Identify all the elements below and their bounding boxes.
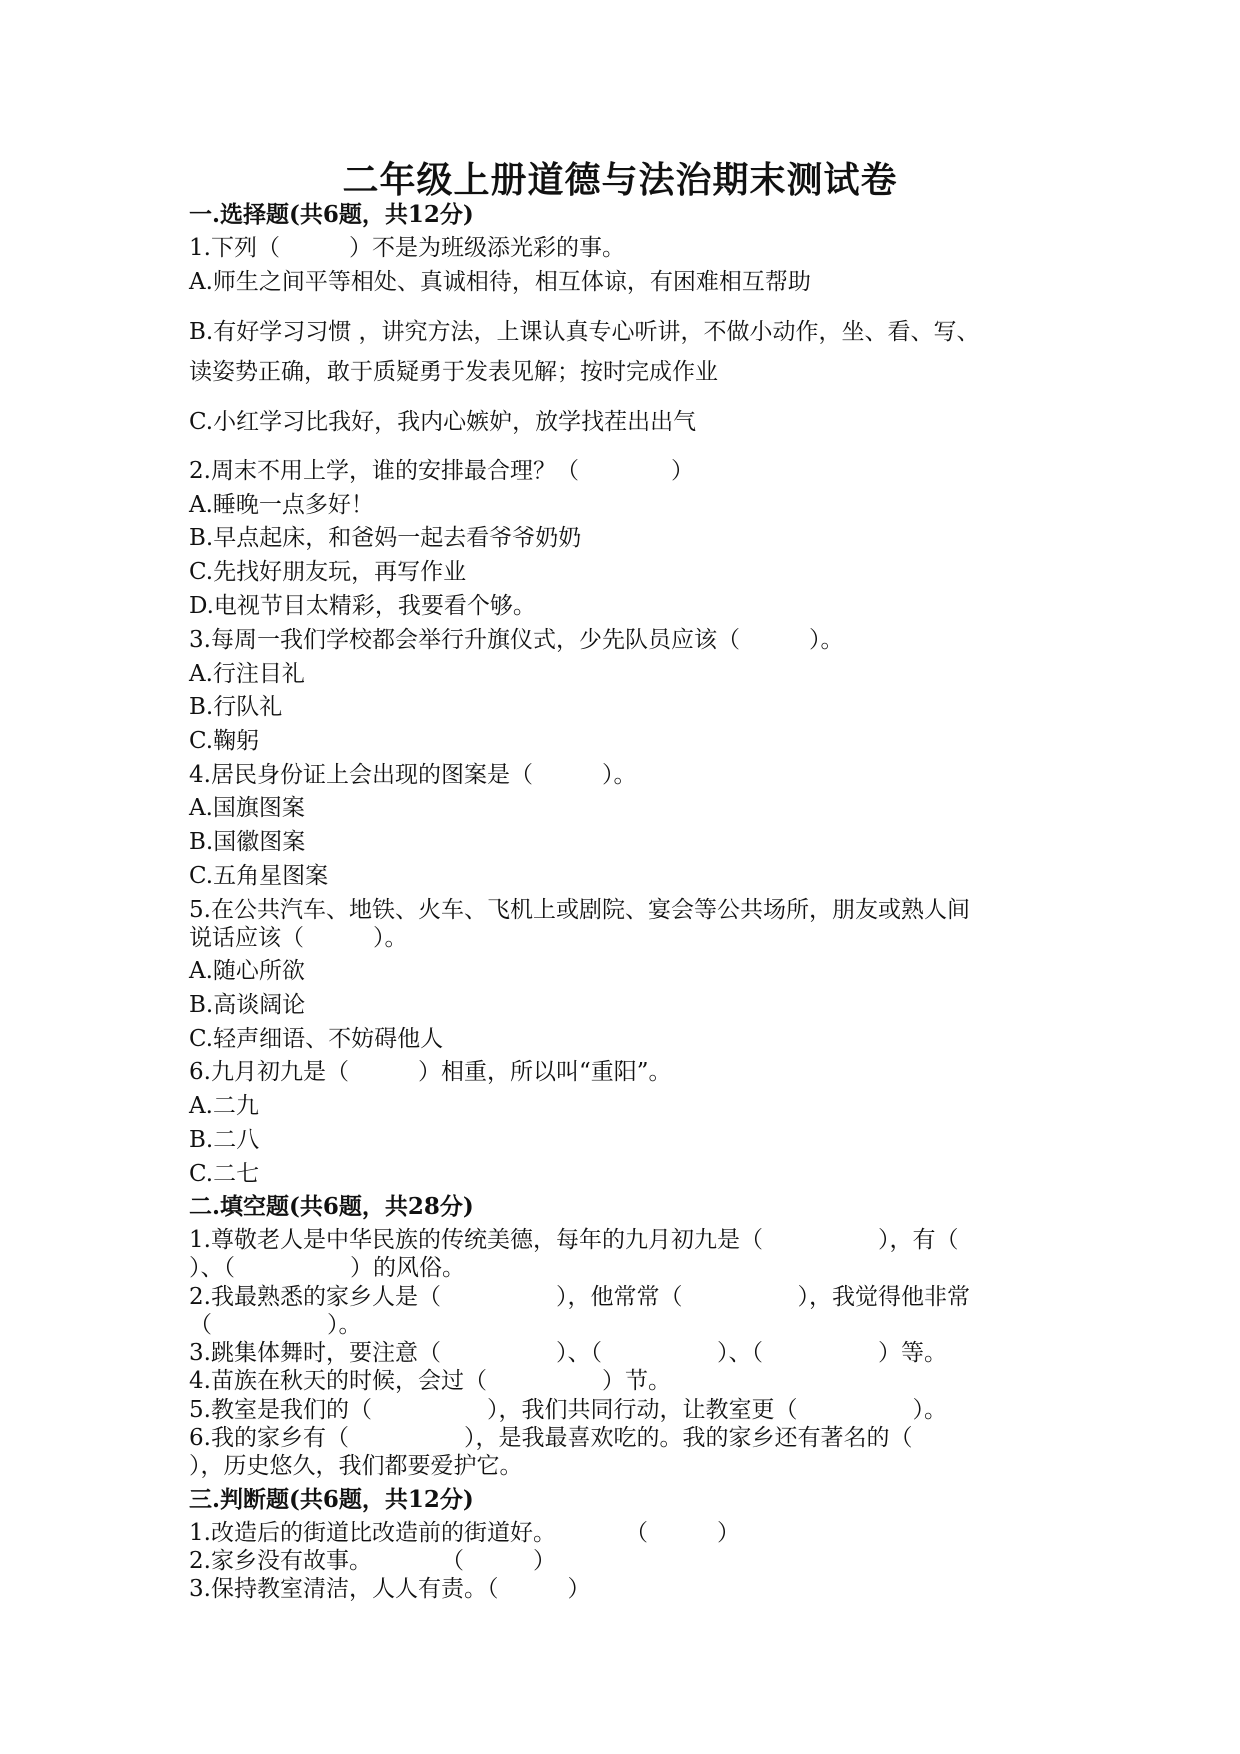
- question-stem: 4.居民身份证上会出现的图案是（ ）。: [189, 762, 637, 788]
- judge-question: 1.改造后的街道比改造前的街道好。 （ ）: [189, 1520, 740, 1546]
- option-a: A.睡晚一点多好！: [189, 492, 374, 518]
- fill-question-continued: ）、（ ）的风俗。: [189, 1255, 465, 1281]
- fill-question: 6.我的家乡有（ ），是我最喜欢吃的。我的家乡还有著名的（: [189, 1425, 913, 1451]
- fill-question-continued: ），历史悠久，我们都要爱护它。: [189, 1453, 523, 1479]
- fill-question: 4.苗族在秋天的时候，会过（ ）节。: [189, 1368, 671, 1394]
- fill-question-continued: （ ）。: [189, 1312, 362, 1338]
- question-stem: 3.每周一我们学校都会举行升旗仪式，少先队员应该（ ）。: [189, 627, 844, 653]
- option-b: B.早点起床，和爸妈一起去看爷爷奶奶: [189, 525, 582, 551]
- question-stem: 2.周末不用上学，谁的安排最合理？（ ）: [189, 458, 694, 484]
- option-b: B.行队礼: [189, 694, 283, 720]
- section-heading-fill-blank: 二.填空题(共6题，共28分): [189, 1193, 474, 1220]
- option-c: C.轻声细语、不妨碍他人: [189, 1026, 444, 1052]
- option-c: C.鞠躬: [189, 728, 260, 754]
- section-heading-true-false: 三.判断题(共6题，共12分): [189, 1486, 474, 1513]
- fill-question: 1.尊敬老人是中华民族的传统美德，每年的九月初九是（ ），有（: [189, 1227, 959, 1253]
- option-a: A.国旗图案: [189, 795, 305, 821]
- fill-question: 2.我最熟悉的家乡人是（ ），他常常（ ），我觉得他非常: [189, 1284, 970, 1310]
- option-c: C.先找好朋友玩，再写作业: [189, 559, 467, 585]
- option-d: D.电视节目太精彩，我要看个够。: [189, 593, 536, 619]
- option-b: B.二八: [189, 1127, 260, 1153]
- section-heading-choice: 一.选择题(共6题，共12分): [189, 201, 474, 228]
- option-b-continued: 读姿势正确，敢于质疑勇于发表见解；按时完成作业: [189, 359, 718, 385]
- option-b: B.国徽图案: [189, 829, 306, 855]
- question-stem: 5.在公共汽车、地铁、火车、飞机上或剧院、宴会等公共场所，朋友或熟人间: [189, 897, 970, 923]
- question-stem: 6.九月初九是（ ）相重，所以叫“重阳”。: [189, 1059, 672, 1085]
- fill-question: 5.教室是我们的（ ），我们共同行动，让教室更（ ）。: [189, 1397, 947, 1423]
- option-c: C.二七: [189, 1161, 260, 1187]
- option-c: C.五角星图案: [189, 863, 329, 889]
- fill-question: 3.跳集体舞时，要注意（ ）、（ ）、（ ）等。: [189, 1340, 947, 1366]
- judge-question: 2.家乡没有故事。 （ ）: [189, 1548, 556, 1574]
- option-a: A.随心所欲: [189, 958, 305, 984]
- judge-question: 3.保持教室清洁，人人有责。（ ）: [189, 1576, 591, 1602]
- option-a: A.二九: [189, 1093, 259, 1119]
- option-c: C.小红学习比我好，我内心嫉妒，放学找茬出出气: [189, 409, 697, 435]
- question-stem-continued: 说话应该（ ）。: [189, 925, 408, 951]
- option-b: B.高谈阔论: [189, 992, 306, 1018]
- option-b: B.有好学习习惯 ，讲究方法，上课认真专心听讲，不做小动作，坐、看、写、: [189, 319, 980, 345]
- page-title: 二年级上册道德与法治期末测试卷: [342, 159, 898, 201]
- question-stem: 1.下列（ ）不是为班级添光彩的事。: [189, 235, 625, 261]
- option-a: A.行注目礼: [189, 661, 305, 687]
- option-a: A.师生之间平等相处、真诚相待，相互体谅，有困难相互帮助: [189, 269, 811, 295]
